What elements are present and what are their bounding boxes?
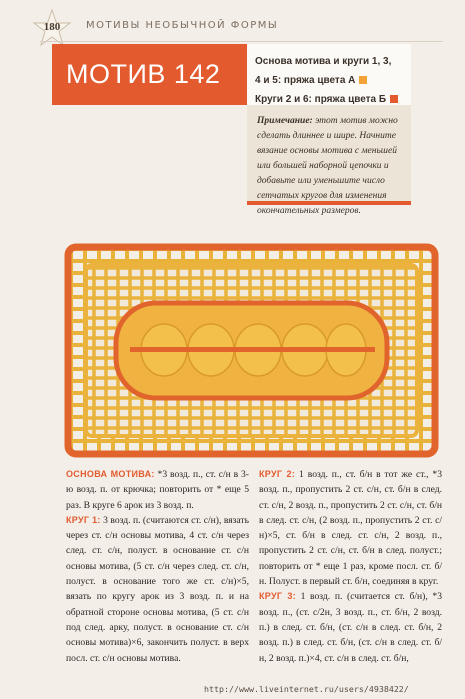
base-heading: ОСНОВА МОТИВА: bbox=[66, 469, 155, 479]
round-1-instructions bbox=[66, 513, 249, 666]
yarn-line-2: 4 и 5: пряжа цвета А bbox=[255, 75, 356, 86]
motif-title: МОТИВ 142 bbox=[52, 44, 247, 105]
crochet-motif-photo bbox=[64, 243, 439, 458]
round-1-heading: КРУГ 1: bbox=[66, 514, 101, 525]
page-number: 180 bbox=[43, 21, 61, 33]
instructions-right-column bbox=[259, 467, 442, 666]
instructions-left-column bbox=[66, 467, 249, 666]
yarn-line-3: Круги 2 и 6: пряжа цвета Б bbox=[255, 94, 387, 105]
section-title: МОТИВЫ НЕОБЫЧНОЙ ФОРМЫ bbox=[86, 20, 279, 31]
round-3-heading: КРУГ 3: bbox=[259, 591, 296, 602]
round-3-text: 1 возд. п. (считается ст. б/н), *3 возд. п., (ст. с/2н, 3 возд. п., ст. б/н, 2 возд. п.) в след. ст. б/н, (ст. с/н в след. ст. б/н, 2 возд. п.) в след. ст. б/н, (ст. с/н в след. ст. б/н, 2 возд. п.)×4, ст. с/н в след. ст. б/н, bbox=[259, 591, 442, 664]
round-2-text: 1 возд. п., ст. б/н в тот же ст., *3 возд. п., пропустить 2 ст. с/н, ст. б/н в след. ст. с/н, 2 возд. п., пропустить 2 ст. с/н, ст. б/н в след. ст. с/н, (2 возд. п., пропустить 2 ст. с/н)×5, ст. б/н в след. ст. с/н, 2 возд. п., пропустить 2 ст. с/н, ст. б/н в след. полуст.; повторить от * еще 1 раз, кроме посл. ст. б/н. Полуст. в первый ст. б/н, соединяя в круг. bbox=[259, 469, 442, 588]
yarn-line-2-wrap bbox=[255, 71, 405, 90]
round-2-heading: КРУГ 2: bbox=[259, 469, 296, 479]
round-2-instructions bbox=[259, 467, 442, 589]
base-text: *3 возд. п., ст. с/н в 3-ю возд. п. от крючка; повторить от * еще 5 раз. В круге 6 арок из 3 возд. п. bbox=[66, 469, 249, 511]
color-b-swatch-icon bbox=[390, 95, 398, 103]
note-box bbox=[247, 105, 411, 216]
round-3-instructions bbox=[259, 589, 442, 665]
note-label: Примечание: bbox=[257, 116, 313, 126]
color-a-swatch-icon bbox=[359, 76, 367, 84]
header-divider bbox=[40, 41, 443, 42]
note-text: этот мотив можно сделать длиннее и шире. Начните вязание основы мотива с меньшей или большей наборной цепочки и добавьте или уменьшите число сетчатых кругов для изменения окончательных размеров. bbox=[257, 116, 398, 216]
source-url-watermark: http://www.liveinternet.ru/users/4938422/ bbox=[204, 684, 409, 694]
yarn-info bbox=[255, 52, 405, 109]
round-1-text: 3 возд. п. (считаются ст. с/н), вязать через ст. с/н основы мотива, 4 ст. с/н через след. ст. с/н, полуст. в основание ст. с/н основы мотива, (5 ст. с/н через след. ст. с/н, полуст. в основание того же ст. с/н)×5, вязать по кругу арок из 3 возд. п. и на обратной стороне основы мотива, (5 ст. с/н под след. арку, полуст. в основание ст. с/н основы мотива)×6, закончить полуст. в верх посл. ст. с/н основы мотива. bbox=[66, 514, 249, 664]
yarn-line-1: Основа мотива и круги 1, 3, bbox=[255, 56, 392, 67]
base-instructions bbox=[66, 467, 249, 513]
